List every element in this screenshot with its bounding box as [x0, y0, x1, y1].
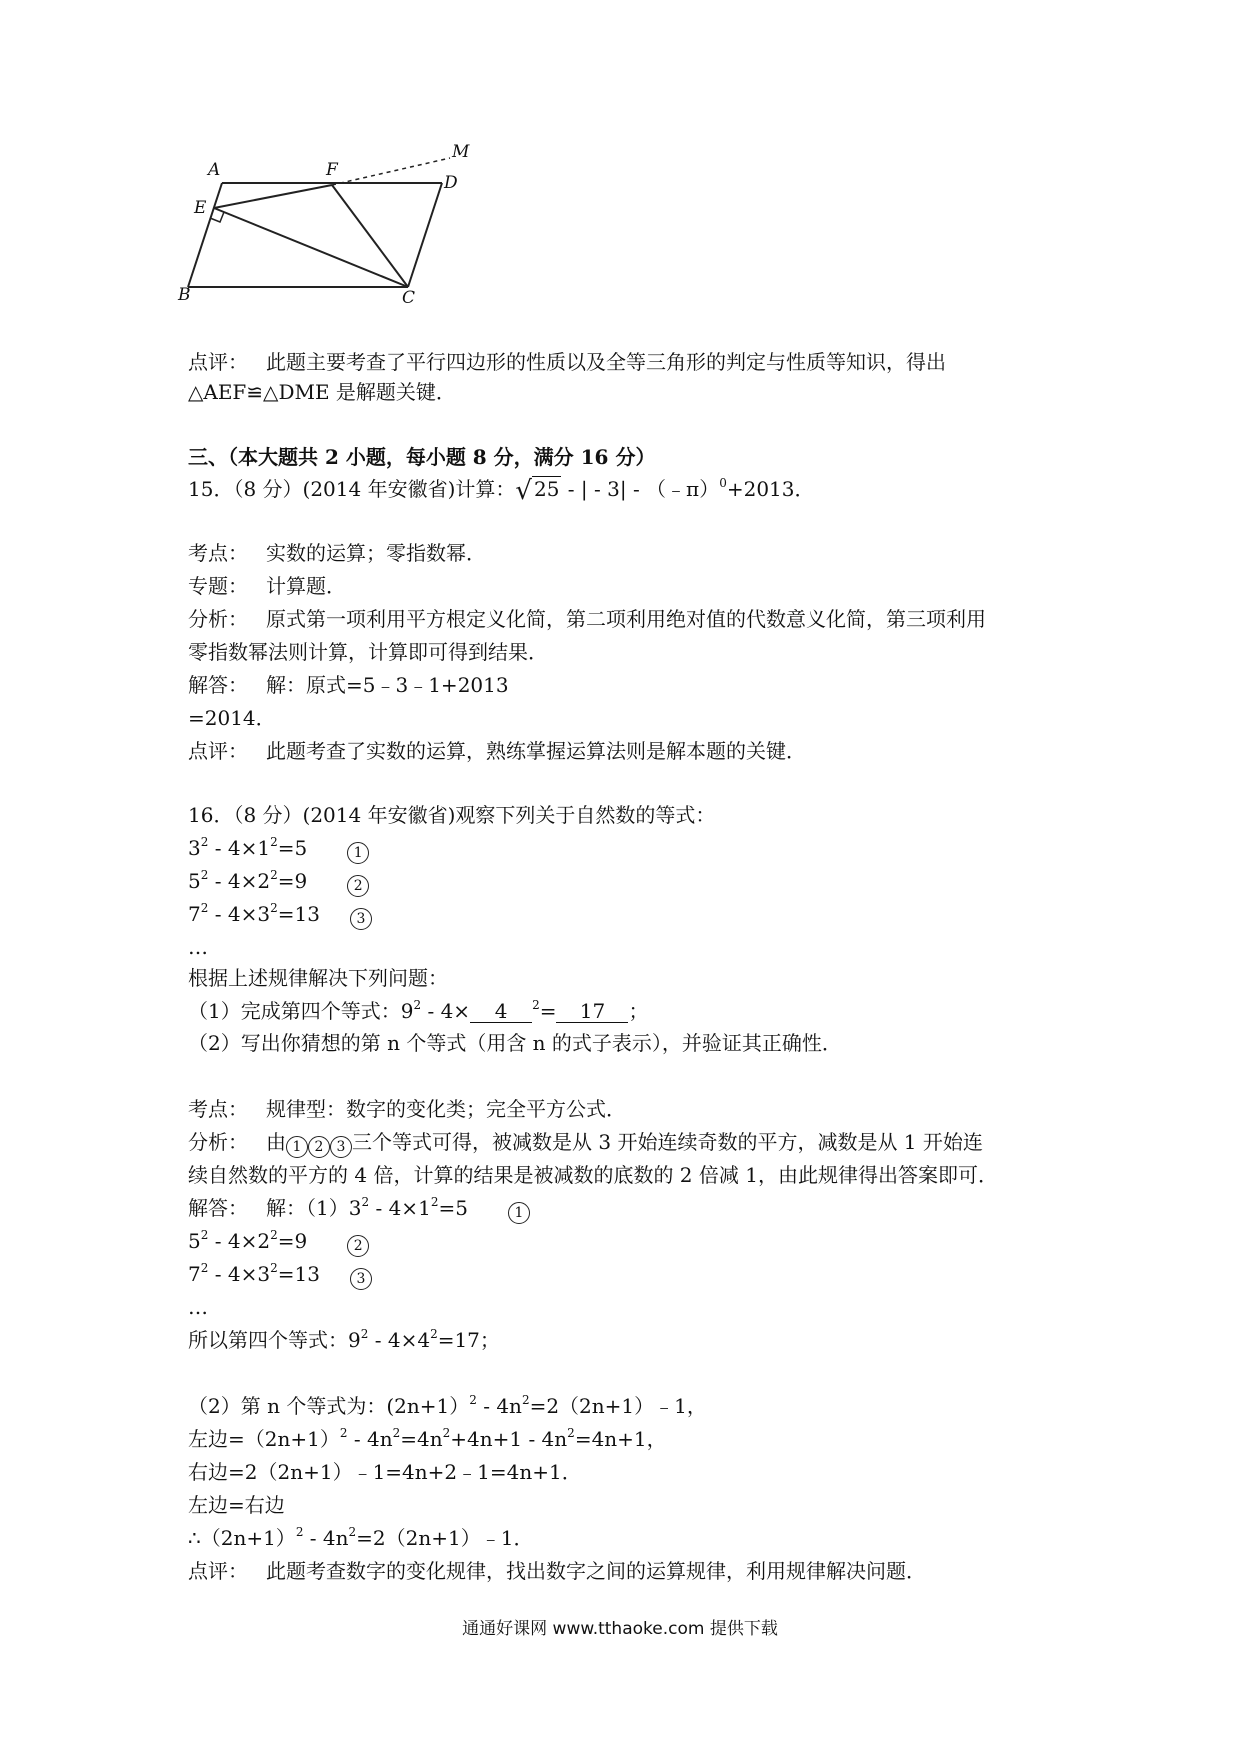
label-A: A	[208, 160, 221, 180]
label-F: F	[326, 160, 338, 180]
circled-number-3: 3	[350, 908, 372, 930]
q16-part1: （1）完成第四个等式：$9^2 - 4\times 4$ $^2$= 17 ；	[188, 998, 649, 1023]
circled-ref-2: 2	[308, 1136, 330, 1158]
segment-FM	[332, 158, 450, 185]
label-M: M	[452, 142, 470, 162]
segment-DC	[408, 183, 442, 287]
q16-jieda-eq2: $5^2 - 4\times 2^2=9$ 2	[188, 1231, 369, 1257]
q16-ellipsis-1: …	[188, 935, 208, 959]
segment-EF	[214, 185, 332, 208]
circled-ref-1: 1	[286, 1136, 308, 1158]
section-title: 三、（本大题共 2 小题，每小题 8 分，满分 16 分）	[188, 445, 656, 469]
q16-fenxi-line2: 续自然数的平方的 4 倍，计算的结果是被减数的底数的 2 倍减 1，由此规律得出答案即可．	[188, 1163, 998, 1187]
circled-ref-3: 3	[330, 1136, 352, 1158]
parallelogram-figure	[180, 140, 500, 310]
q15-fenxi-line2: 零指数幂法则计算，计算即可得到结果．	[188, 640, 548, 664]
q16-p2-line5: $\therefore(2n+1)^2$ - $4n^2=2(2n+1)﹣1$．	[188, 1525, 534, 1550]
q16-p2-line1: （2）第 n 个等式为：$(2n+1)^2 - 4n^2=2(2n+1)﹣1$，	[188, 1393, 707, 1418]
q15-kaodian: 考点： 实数的运算；零指数幂．	[188, 541, 486, 565]
q15-zhuanti: 专题： 计算题．	[188, 574, 346, 598]
q16-eq3: $7^2 - 4\times 3^2=13$ 3	[188, 904, 372, 930]
answer-blank-1: 4	[470, 1000, 532, 1023]
circled-number-3b: 3	[350, 1268, 372, 1290]
prev-comment-line1: 点评： 此题主要考查了平行四边形的性质以及全等三角形的判定与性质等知识，得出	[188, 350, 946, 374]
q15-fenxi-line1: 分析： 原式第一项利用平方根定义化简，第二项利用绝对值的代数意义化简，第三项利用	[188, 607, 986, 631]
q16-jieda-eq3: $7^2 - 4\times 3^2=13$ 3	[188, 1264, 372, 1290]
q16-jieda-line1: 解答： 解：$(1)3^2 - 4\times 1^2=5$ 1	[188, 1198, 530, 1224]
q16-fenxi-line1: 分析： 由 1 2 3 三个等式可得，被减数是从 3 开始连续奇数的平方，减数是从 1 开始连	[188, 1132, 983, 1158]
q15-jieda-line1: 解答： 解：原式=5﹣3﹣1+2013	[188, 673, 509, 697]
q15-dianping: 点评： 此题考查了实数的运算，熟练掌握运算法则是解本题的关键．	[188, 739, 806, 763]
circled-number-1b: 1	[508, 1202, 530, 1224]
label-C: C	[402, 288, 416, 308]
circled-number-2b: 2	[347, 1235, 369, 1257]
q16-dianping: 点评： 此题考查数字的变化规律，找出数字之间的运算规律，利用规律解决问题．	[188, 1559, 926, 1583]
label-B: B	[178, 285, 191, 305]
q16-eq2: $5^2 - 4\times 2^2=9$ 2	[188, 871, 369, 897]
q16-eq1: $3^2 - 4\times 1^2=5$ 1	[188, 838, 369, 864]
answer-blank-2: 17	[556, 1000, 628, 1023]
prev-comment-label: 点评：	[188, 350, 248, 374]
q15-stem: 15．（8 分）(2014 年安徽省)计算：√ 25 - | - 3| - （﹣π）$^0$+2013．	[188, 476, 815, 506]
circled-number-1: 1	[347, 842, 369, 864]
q16-part2: （2）写出你猜想的第 n 个等式（用含 n 的式子表示），并验证其正确性．	[188, 1031, 842, 1055]
label-E: E	[194, 198, 207, 218]
q16-ellipsis-2: …	[188, 1295, 208, 1319]
q16-p2-line3: 右边=2（2n+1）﹣1=4n+2﹣1=4n+1．	[188, 1460, 582, 1484]
q15-jieda-line2: =2014．	[188, 706, 276, 730]
q16-kaodian: 考点： 规律型：数字的变化类；完全平方公式．	[188, 1097, 626, 1121]
prev-comment-line2: △AEF≌△DME 是解题关键．	[188, 380, 456, 404]
page-footer: 通通好课网 www.tthaoke.com 提供下载	[462, 1619, 778, 1639]
q16-fourth-eq: 所以第四个等式：$9^2 - 4\times 4^2=17$；	[188, 1327, 500, 1352]
circled-number-2: 2	[347, 875, 369, 897]
q16-p2-line4: 左边=右边	[188, 1493, 285, 1517]
label-D: D	[444, 173, 458, 193]
sqrt-expression: √ 25	[515, 476, 560, 506]
q16-p2-line2: 左边$=(2n+1)^2 - 4n^2=4n^2+4n+1 - 4n^2=4n+1$，	[188, 1426, 667, 1451]
q16-stem: 16．（8 分）(2014 年安徽省)观察下列关于自然数的等式：	[188, 803, 716, 827]
q16-intro: 根据上述规律解决下列问题：	[188, 966, 448, 990]
